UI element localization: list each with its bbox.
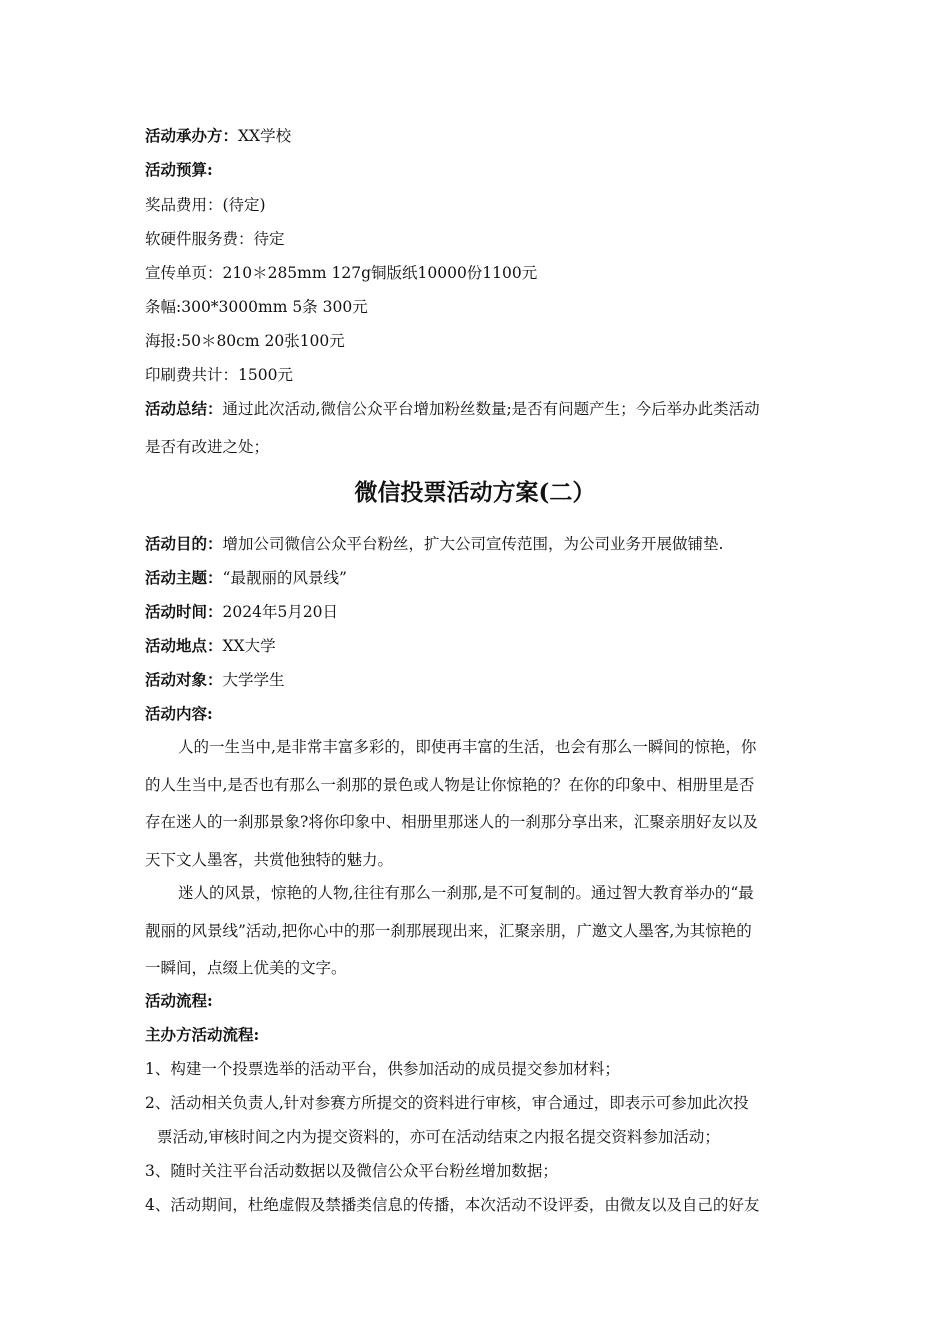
purpose-value: 增加公司微信公众平台粉丝，扩大公司宣传范围，为公司业务开展做铺垫. xyxy=(222,535,724,553)
summary-line xyxy=(145,399,810,419)
summary-text-2: 是否有改进之处； xyxy=(145,438,270,456)
time-label: 活动时间： xyxy=(145,602,223,621)
target-label: 活动对象： xyxy=(145,670,223,689)
paragraph1-line4: 天下文人墨客，共赏他独特的魅力。 xyxy=(145,851,394,869)
flyer-cost: 宣传单页：210＊285mm 127g铜版纸10000份1100元 xyxy=(145,264,538,282)
summary-label: 活动总结： xyxy=(145,399,223,418)
section-title: 微信投票活动方案(二） xyxy=(354,479,596,506)
theme-value: “最靓丽的风景线” xyxy=(222,569,347,587)
budget-label: 活动预算: xyxy=(145,160,213,179)
step-2-line1: 2、活动相关负责人,针对参赛方所提交的资料进行审核，审合通过，即表示可参加此次投 xyxy=(145,1094,749,1112)
theme-label: 活动主题： xyxy=(145,568,223,587)
step-4: 4、活动期间，杜绝虚假及禁播类信息的传播，本次活动不设评委，由微友以及自己的好友 xyxy=(145,1196,760,1214)
service-cost: 软硬件服务费：待定 xyxy=(145,230,285,248)
theme-line xyxy=(145,568,810,588)
paragraph1-line1: 人的一生当中,是非常丰富多彩的，即使再丰富的生活，也会有那么一瞬间的惊艳，你 xyxy=(178,738,757,756)
target-value: 大学学生 xyxy=(222,671,285,689)
banner-cost: 条幅:300*3000mm 5条 300元 xyxy=(145,298,368,316)
flow-label: 活动流程: xyxy=(145,991,213,1010)
step-3: 3、随时关注平台活动数据以及微信公众平台粉丝增加数据； xyxy=(145,1162,558,1180)
target-line xyxy=(145,670,810,690)
paragraph2-line3: 一瞬间，点缀上优美的文字。 xyxy=(145,959,347,977)
printing-total: 印刷费共计：1500元 xyxy=(145,366,293,384)
time-line xyxy=(145,602,810,622)
content-label: 活动内容: xyxy=(145,704,213,723)
step-2-line2: 票活动,审核时间之内为提交资料的，亦可在活动结束之内报名提交资料参加活动； xyxy=(157,1128,720,1146)
host-flow-label: 主办方活动流程: xyxy=(145,1025,260,1044)
time-value: 2024年5月20日 xyxy=(222,603,339,621)
organizer-line xyxy=(145,126,810,146)
paragraph2-line2: 靓丽的风景线”活动,把你心中的那一刹那展现出来，汇聚亲朋，广邀文人墨客,为其惊艳的 xyxy=(145,922,752,940)
step-1: 1、构建一个投票选举的活动平台，供参加活动的成员提交参加材料； xyxy=(145,1060,620,1078)
poster-cost: 海报:50＊80cm 20张100元 xyxy=(145,332,345,350)
place-line xyxy=(145,636,810,656)
place-value: XX大学 xyxy=(222,637,276,655)
purpose-label: 活动目的： xyxy=(145,534,223,553)
summary-text-1: 通过此次活动,微信公众平台增加粉丝数量;是否有问题产生；今后举办此类活动 xyxy=(222,400,760,418)
place-label: 活动地点： xyxy=(145,636,223,655)
organizer-value: XX学校 xyxy=(238,127,292,145)
paragraph2-line1: 迷人的风景，惊艳的人物,往往有那么一刹那,是不可复制的。通过智大教育举办的“最 xyxy=(178,884,754,902)
organizer-label: 活动承办方： xyxy=(145,126,239,145)
purpose-line xyxy=(145,534,810,554)
paragraph1-line2: 的人生当中,是否也有那么一刹那的景色或人物是让你惊艳的？在你的印象中、相册里是否 xyxy=(145,776,755,794)
prize-cost: 奖品费用：(待定) xyxy=(145,196,266,214)
paragraph1-line3: 存在迷人的一刹那景象?将你印象中、相册里那迷人的一刹那分享出来，汇聚亲朋好友以及 xyxy=(145,813,758,831)
